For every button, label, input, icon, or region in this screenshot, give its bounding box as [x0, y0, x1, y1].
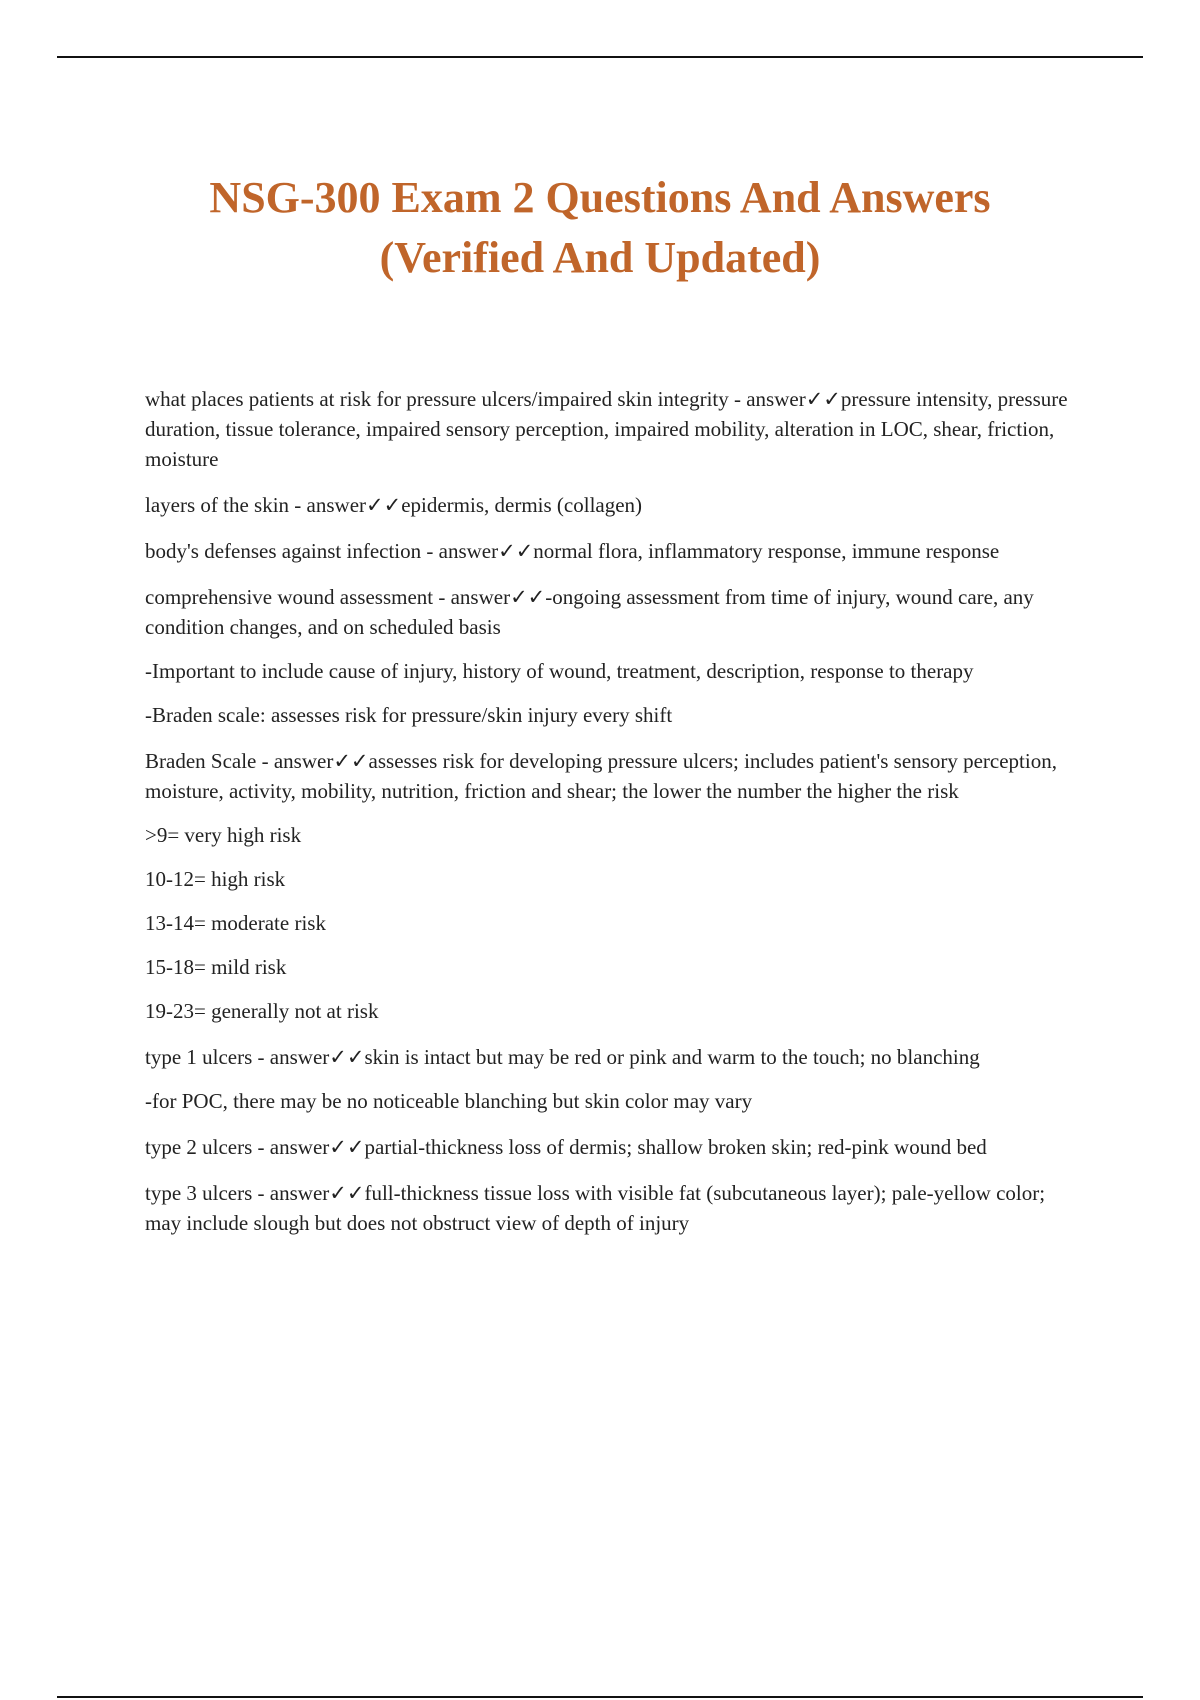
paragraph-type-2-ulcers: type 2 ulcers - answer✓✓partial-thickness loss of dermis; shallow broken skin; red-pink wound bed [145, 1135, 987, 1159]
paragraph-type-1-ulcers: type 1 ulcers - answer✓✓skin is intact but may be red or pink and warm to the touch; no blanching [145, 1045, 980, 1069]
title-line-2: (Verified And Updated) [379, 233, 821, 282]
list-item-very-high-risk: >9= very high risk [145, 823, 302, 847]
paragraph-risk-factors: what places patients at risk for pressure ulcers/impaired skin integrity - answer✓✓pressure intensity, pressure duration, tissue tolerance, impaired sensory perception, impaired mobility, alteration in LOC, shear, friction, moisture [145, 387, 1068, 471]
paragraph-wound-assessment: comprehensive wound assessment - answer✓✓-ongoing assessment from time of injury, wound care, any condition changes, and on scheduled basis [145, 585, 1034, 639]
document-title [120, 168, 1080, 288]
list-item-not-at-risk: 19-23= generally not at risk [145, 999, 379, 1023]
list-item-mild-risk: 15-18= mild risk [145, 955, 287, 979]
list-item-moderate-risk: 13-14= moderate risk [145, 911, 326, 935]
paragraph-braden-scale: Braden Scale - answer✓✓assesses risk for developing pressure ulcers; includes patient's sensory perception, moisture, activity, mobility, nutrition, friction and shear; the lower the number the higher the risk [145, 749, 1057, 803]
paragraph-type-1-poc: -for POC, there may be no noticeable blanching but skin color may vary [145, 1089, 753, 1113]
document-body [145, 384, 1080, 1238]
title-line-1: NSG-300 Exam 2 Questions And Answers [209, 173, 991, 222]
paragraph-skin-layers: layers of the skin - answer✓✓epidermis, dermis (collagen) [145, 493, 643, 517]
paragraph-braden-shift: -Braden scale: assesses risk for pressure/skin injury every shift [145, 703, 673, 727]
paragraph-type-3-ulcers: type 3 ulcers - answer✓✓full-thickness tissue loss with visible fat (subcutaneous layer); pale-yellow color; may include slough but does not obstruct view of depth of injury [145, 1181, 1046, 1235]
bottom-divider [57, 1696, 1143, 1698]
paragraph-infection-defenses: body's defenses against infection - answer✓✓normal flora, inflammatory response, immune response [145, 539, 1000, 563]
paragraph-wound-assessment-detail: -Important to include cause of injury, history of wound, treatment, description, response to therapy [145, 659, 974, 683]
top-divider [57, 56, 1143, 58]
list-item-high-risk: 10-12= high risk [145, 867, 286, 891]
